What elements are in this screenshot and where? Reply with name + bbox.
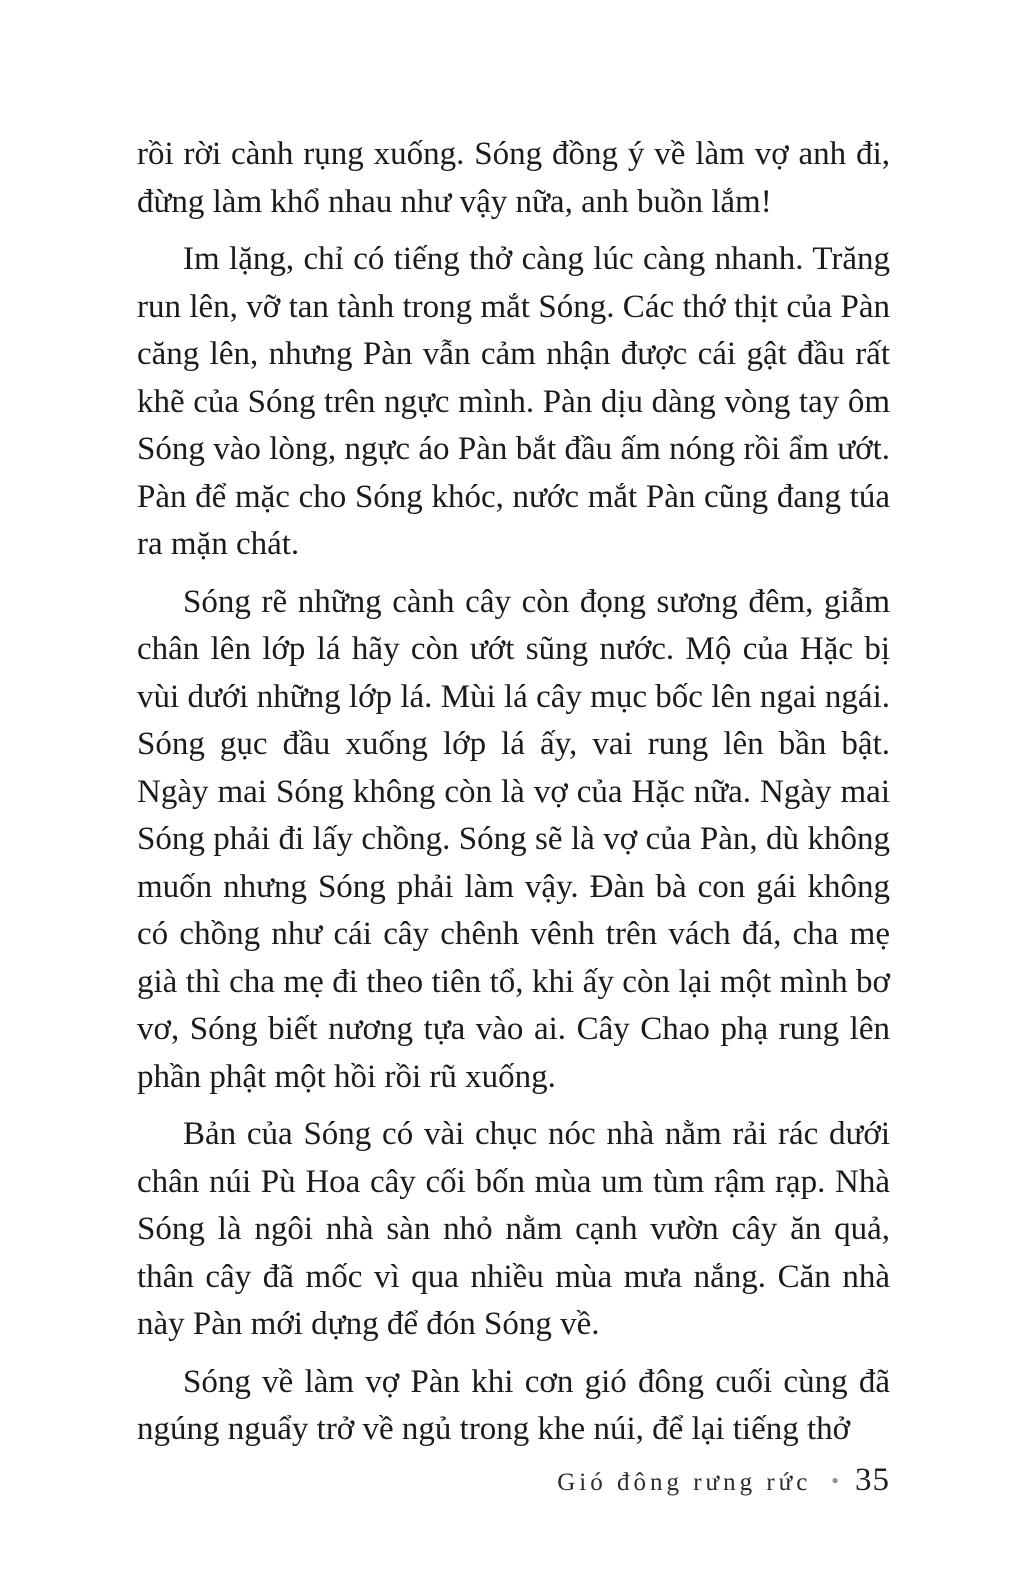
paragraph: rồi rời cành rụng xuống. Sóng đồng ý về làm vợ anh đi, đừng làm khổ nhau như vậy nữa, anh buồn lắm! <box>137 136 890 220</box>
page-body <box>137 131 890 1464</box>
page-footer <box>137 1462 890 1499</box>
paragraph: Sóng về làm vợ Pàn khi cơn gió đông cuối cùng đã ngúng nguẩy trở về ngủ trong khe núi, để lại tiếng thở <box>137 1363 890 1447</box>
running-title: Gió đông rưng rức <box>557 1469 812 1496</box>
separator-dot: • <box>831 1468 839 1493</box>
page-number: 35 <box>855 1462 890 1498</box>
paragraph: Sóng rẽ những cành cây còn đọng sương đêm, giẫm chân lên lớp lá hãy còn ướt sũng nước. Mộ của Hặc bị vùi dưới những lớp lá. Mùi lá cây mục bốc lên ngai ngái. Sóng gục đầu xuống lớp lá ấy, vai rung lên bần bật. Ngày mai Sóng không còn là vợ của Hặc nữa. Ngày mai Sóng phải đi lấy chồng. Sóng sẽ là vợ của Pàn, dù không muốn nhưng Sóng phải làm vậy. Đàn bà con gái không có chồng như cái cây chênh vênh trên vách đá, cha mẹ già thì cha mẹ đi theo tiên tổ, khi ấy còn lại một mình bơ vơ, Sóng biết nương tựa vào ai. Cây Chao phạ rung lên phần phật một hồi rồi rũ xuống. <box>137 583 890 1095</box>
paragraph: Im lặng, chỉ có tiếng thở càng lúc càng nhanh. Trăng run lên, vỡ tan tành trong mắt Sóng. Các thớ thịt của Pàn căng lên, nhưng Pàn vẫn cảm nhận được cái gật đầu rất khẽ của Sóng trên ngực mình. Pàn dịu dàng vòng tay ôm Sóng vào lòng, ngực áo Pàn bắt đầu ấm nóng rồi ẩm ướt. Pàn để mặc cho Sóng khóc, nước mắt Pàn cũng đang túa ra mặn chát. <box>137 241 890 562</box>
paragraph: Bản của Sóng có vài chục nóc nhà nằm rải rác dưới chân núi Pù Hoa cây cối bốn mùa um tùm rậm rạp. Nhà Sóng là ngôi nhà sàn nhỏ nằm cạnh vườn cây ăn quả, thân cây đã mốc vì qua nhiều mùa mưa nắng. Căn nhà này Pàn mới dựng để đón Sóng về. <box>137 1116 890 1342</box>
